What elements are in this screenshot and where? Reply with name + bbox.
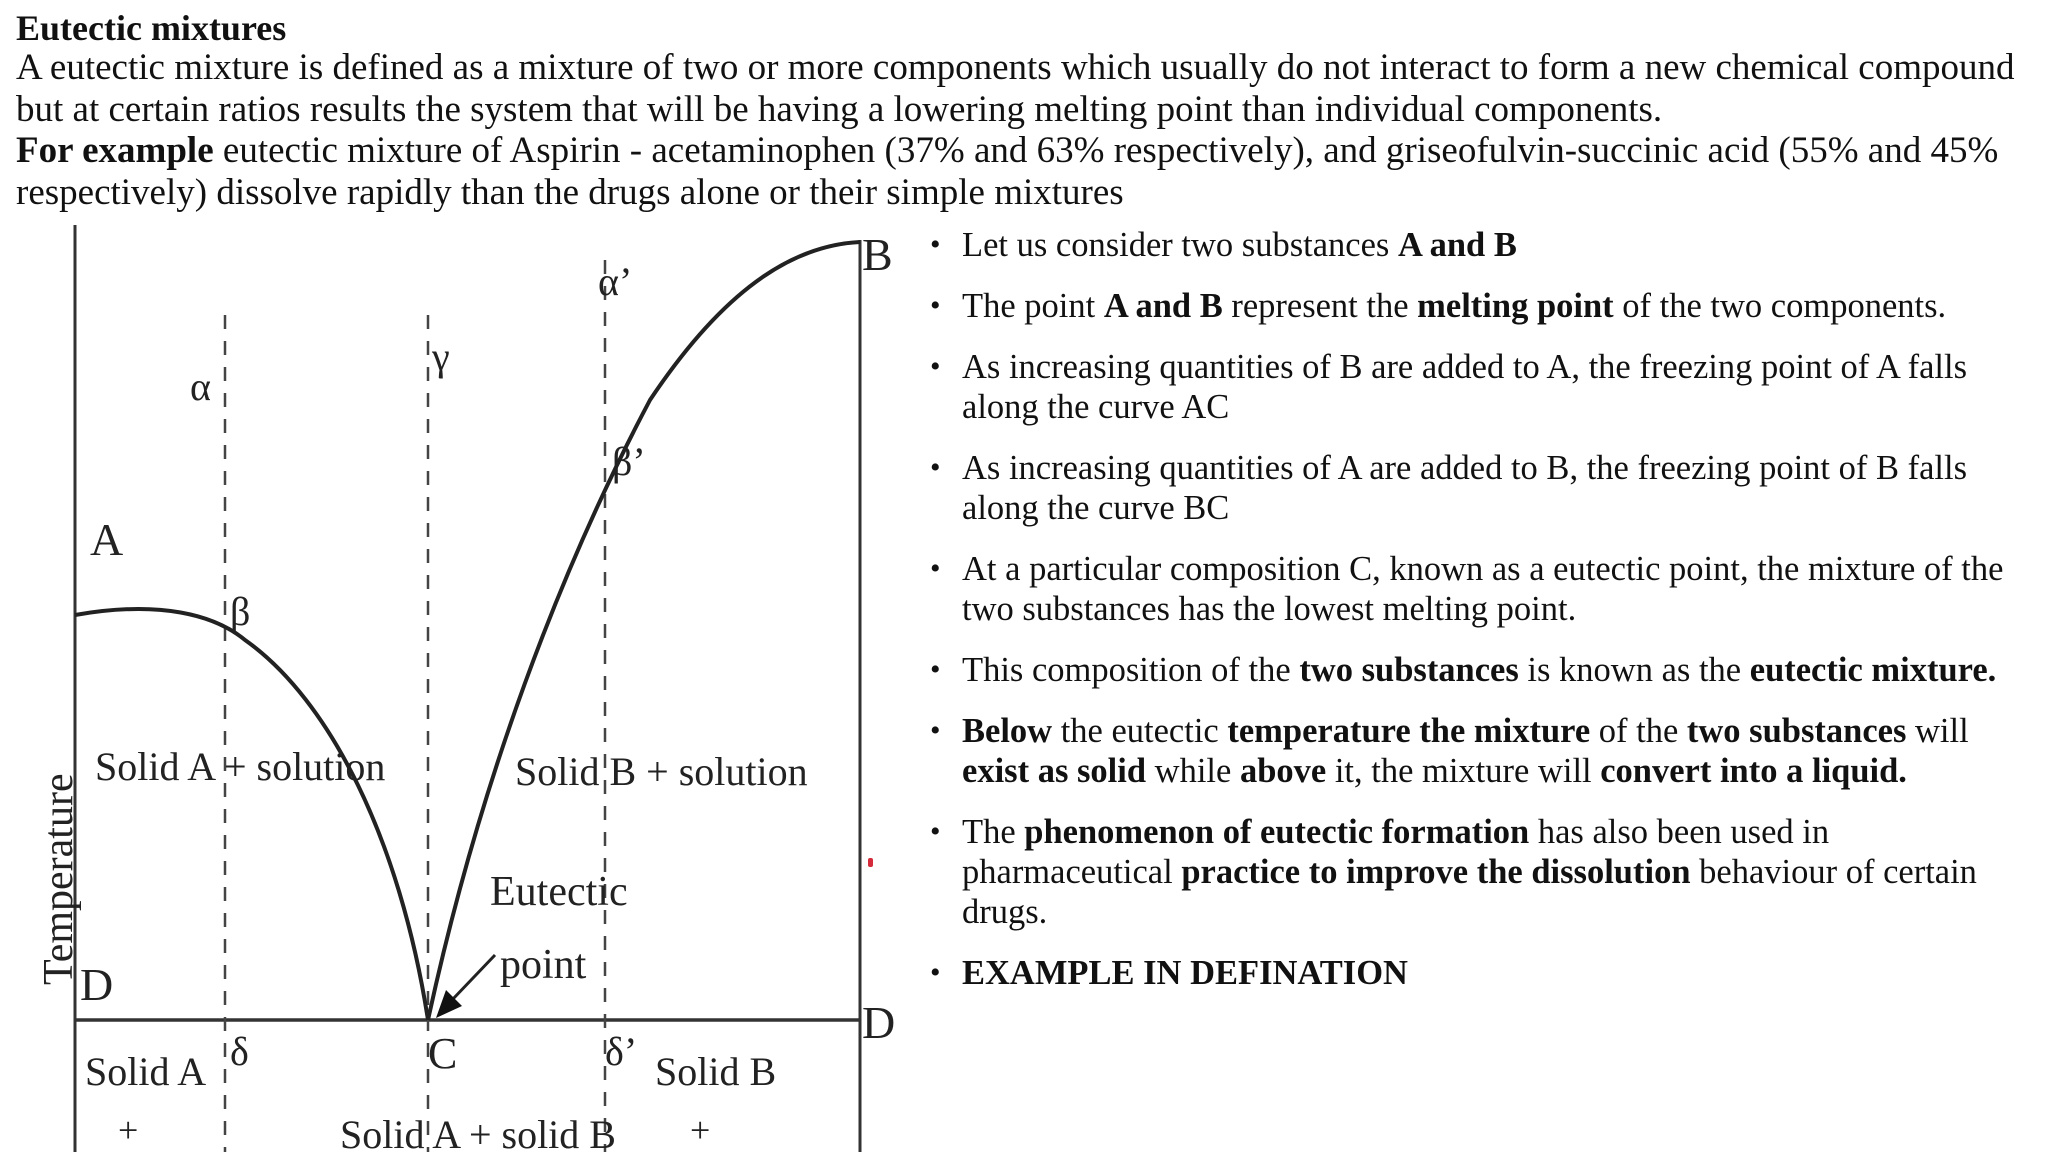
label-eutectic: Eutectic xyxy=(490,869,628,915)
bullet-item: • This composition of the two substances is known as the eutectic mixture. xyxy=(930,650,2040,690)
label-alpha-prime: α’ xyxy=(598,259,633,304)
eutectic-arrow-line xyxy=(452,955,495,1000)
bullet-item: • EXAMPLE IN DEFINATION xyxy=(930,953,2040,993)
page-title: Eutectic mixtures xyxy=(16,8,287,48)
bullet-item: • The phenomenon of eutectic formation has also been used in pharmaceutical practice to improve the dissolution behaviour of certain drugs. xyxy=(930,812,2040,932)
label-solid-b: Solid B xyxy=(655,1049,777,1094)
eutectic-phase-diagram xyxy=(0,220,900,1152)
bullet-item: • As increasing quantities of A are added to B, the freezing point of B falls along the curve BC xyxy=(930,448,2040,528)
label-d-left: D xyxy=(80,959,114,1010)
example-text: eutectic mixture of Aspirin - acetaminophen (37% and 63% respectively), and griseofulvin-succinic acid (55% and 45% respectively) dissolve rapidly than the drugs alone or their simple mixtures xyxy=(16,130,1999,213)
curve-ac xyxy=(75,609,428,1020)
label-b: B xyxy=(862,229,893,280)
bullet-item: • At a particular composition C, known as a eutectic point, the mixture of the two substances has the lowest melting point. xyxy=(930,549,2040,629)
bullet-item: • Below the eutectic temperature the mixture of the two substances will exist as solid while above it, the mixture will convert into a liquid. xyxy=(930,711,2040,791)
label-beta: β xyxy=(230,589,251,634)
intro-paragraph xyxy=(16,47,2036,213)
example-label: For example xyxy=(16,130,214,171)
label-delta-prime: δ’ xyxy=(605,1029,638,1074)
label-plus-left: + xyxy=(118,1110,139,1150)
label-d-right: D xyxy=(862,997,896,1048)
y-axis-label: Temperature xyxy=(36,773,82,985)
red-marker-dot xyxy=(868,858,873,867)
label-a: A xyxy=(90,514,124,565)
bullet-item: • The point A and B represent the melting point of the two components. xyxy=(930,286,2040,326)
label-delta: δ xyxy=(230,1029,249,1074)
label-solid-a-solid-b: Solid A + solid B xyxy=(340,1112,616,1152)
label-beta-prime: β’ xyxy=(612,439,646,484)
bullet-item: • Let us consider two substances A and B xyxy=(930,225,2040,265)
region-solid-a-solution: Solid A + solution xyxy=(95,744,386,789)
label-gamma: γ xyxy=(432,334,450,379)
bullet-item: • As increasing quantities of B are added to A, the freezing point of A falls along the curve AC xyxy=(930,347,2040,427)
label-point: point xyxy=(500,942,587,988)
bullet-list xyxy=(930,225,2040,1014)
label-plus-right: + xyxy=(690,1110,711,1150)
region-solid-b-solution: Solid B + solution xyxy=(515,749,808,794)
label-alpha: α xyxy=(190,364,211,409)
definition-text: A eutectic mixture is defined as a mixture of two or more components which usually do not interact to form a new chemical compound but at certain ratios results the system that will be having a lowering melting point than individual components. xyxy=(16,47,2015,130)
label-solid-a: Solid A xyxy=(85,1049,207,1094)
label-c: C xyxy=(428,1029,458,1078)
